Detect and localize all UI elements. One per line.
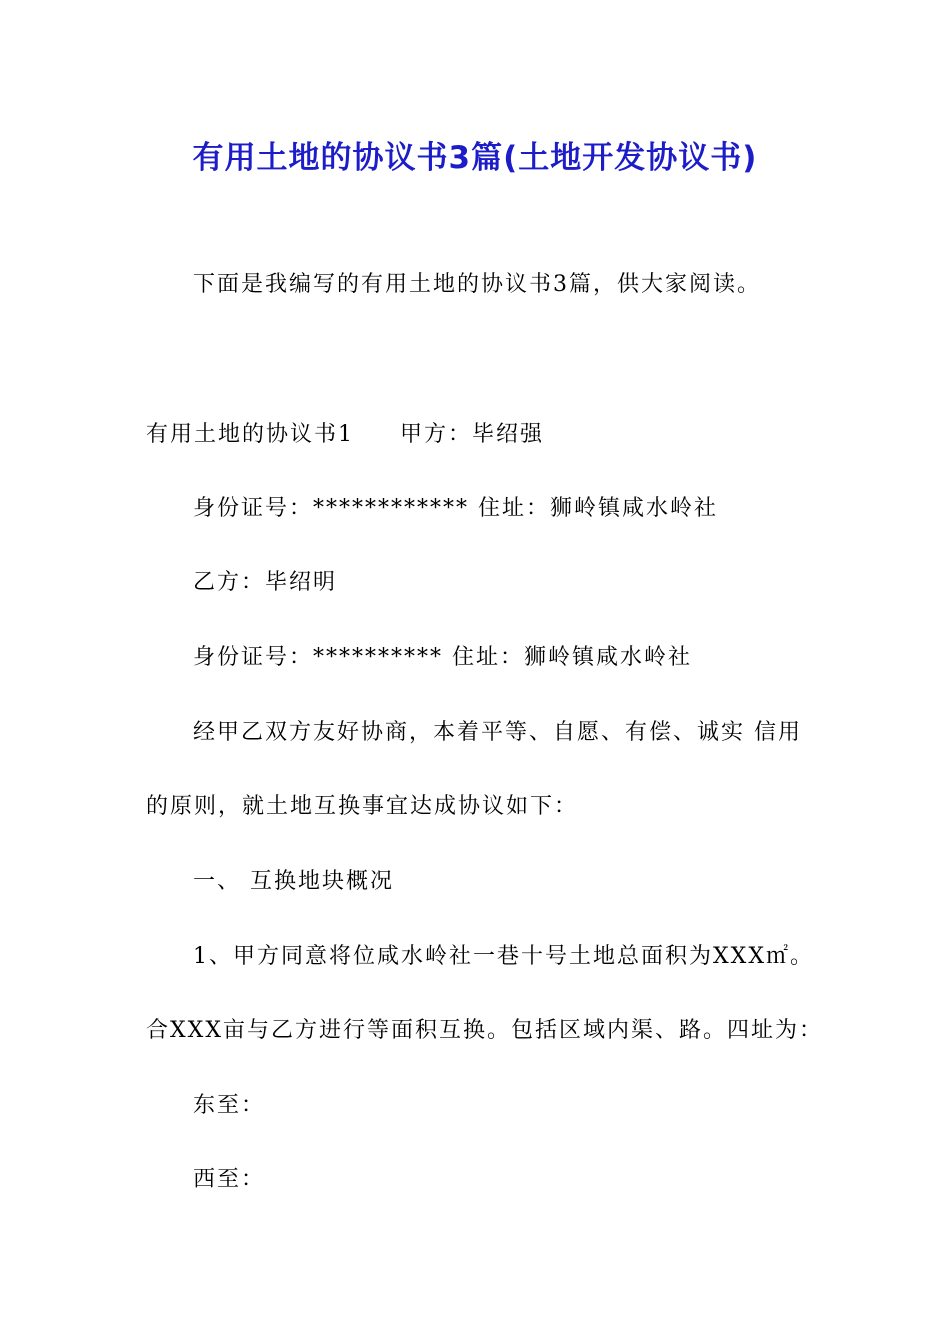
intro-paragraph: 下面是我编写的有用土地的协议书3篇，供大家阅读。: [193, 272, 761, 297]
document-title: 有用土地的协议书3篇(土地开发协议书): [192, 140, 758, 176]
boundary-west: 西至：: [193, 1167, 266, 1192]
party-b-id-line: 身份证号：********** 住址：狮岭镇咸水岭社: [193, 645, 692, 670]
section-heading: 有用土地的协议书1: [146, 422, 354, 447]
clause-line: 1、甲方同意将位咸水岭社一巷十号土地总面积为XXX㎡。: [193, 944, 814, 969]
party-a: 甲方：毕绍强: [400, 422, 545, 447]
clause-heading: 一、 互换地块概况: [193, 869, 394, 894]
party-b-line: 乙方：毕绍明: [193, 570, 338, 595]
boundary-east: 东至：: [193, 1093, 266, 1118]
paragraph-line: 的原则，就土地互换事宜达成协议如下：: [146, 794, 579, 819]
paragraph-line: 经甲乙双方友好协商，本着平等、自愿、有偿、诚实 信用: [193, 720, 802, 745]
clause-line: 合XXX亩与乙方进行等面积互换。包括区域内渠、路。四址为：: [146, 1018, 823, 1043]
section-heading-line: [146, 420, 544, 450]
party-a-id-line: 身份证号：************ 住址：狮岭镇咸水岭社: [193, 496, 718, 521]
